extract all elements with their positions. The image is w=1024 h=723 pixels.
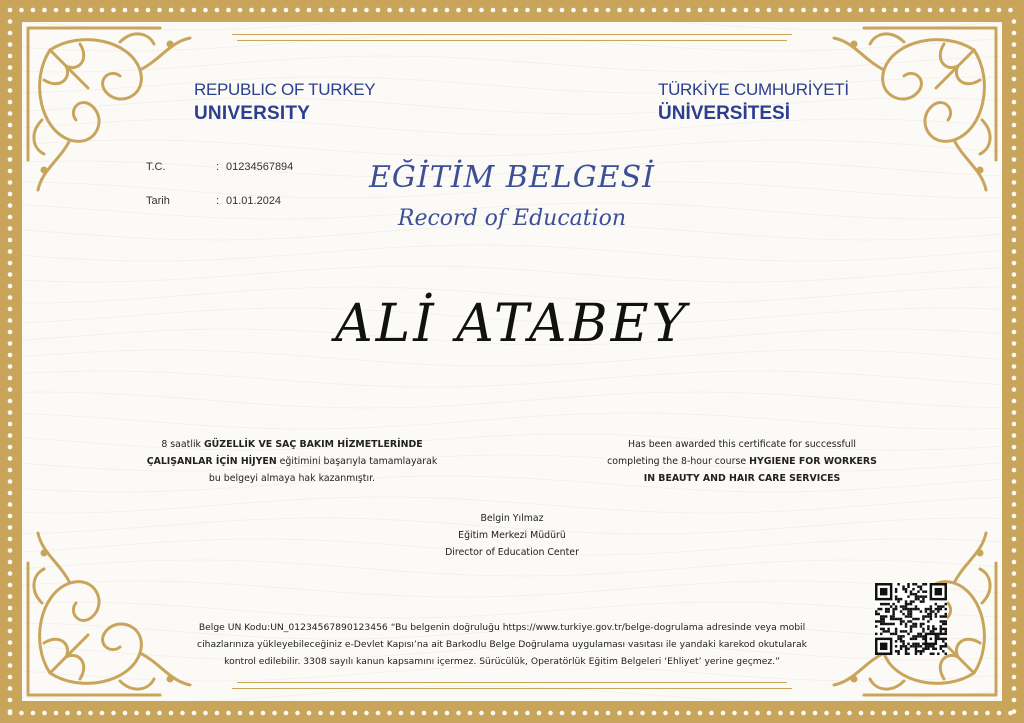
bottom-rule-outer — [232, 688, 792, 689]
signatory-title-en: Director of Education Center — [445, 547, 579, 558]
description-en-bold1: HYGIENE FOR WORKERS — [749, 456, 877, 467]
description-tr-bold2: ÇALIŞANLAR İÇİN HİJYEN — [146, 456, 277, 467]
title-turkish: EĞİTİM BELGESİ — [369, 160, 655, 195]
verification-footer — [172, 619, 832, 670]
description-tr-bold1: GÜZELLİK VE SAÇ BAKIM HİZMETLERİNDE — [203, 439, 423, 450]
header-right — [658, 80, 849, 125]
signatory-title-tr: Eğitim Merkezi Müdürü — [458, 530, 566, 541]
signatory-block — [22, 510, 1002, 561]
description-tr-part1: 8 saatlik — [161, 439, 204, 450]
date-value: 01.01.2024 — [226, 195, 282, 207]
description-en-bold2: IN BEAUTY AND HAIR CARE SERVICES — [643, 473, 841, 484]
description-tr-part2: eğitimini başarıyla tamamlayarak — [276, 456, 438, 467]
description-en-part1: Has been awarded this certificate for successfull — [628, 439, 856, 450]
recipient-name: ALİ ATABEY — [335, 294, 689, 354]
bottom-rule-inner — [237, 682, 787, 683]
top-rule-outer — [232, 34, 792, 35]
header-right-line2: ÜNİVERSİTESİ — [658, 103, 790, 124]
description-en-part2: completing the 8-hour course — [607, 456, 750, 467]
certificate-paper — [22, 22, 1002, 701]
id-label: T.C. — [146, 161, 166, 173]
signatory-name: Belgin Yılmaz — [480, 513, 544, 524]
header-left-line1: REPUBLIC OF TURKEY — [194, 80, 376, 99]
top-rule-inner — [237, 40, 787, 41]
id-value: 01234567894 — [226, 161, 294, 173]
description-english — [582, 436, 902, 487]
id-separator: : — [216, 161, 220, 173]
title-english: Record of Education — [397, 206, 627, 231]
date-label: Tarih — [146, 195, 170, 207]
footer-line3: kontrol edilebilir. 3308 sayılı kanun kapsamını içermez. Sürücülük, Operatörlük Eğitim Belgeleri ‘Ehliyet’ yerine geçmez.” — [224, 656, 780, 667]
date-separator: : — [216, 195, 220, 207]
qr-code-icon[interactable] — [875, 583, 947, 655]
description-turkish — [122, 436, 462, 487]
description-tr-part3: bu belgeyi almaya hak kazanmıştır. — [208, 473, 376, 484]
footer-line1: Belge UN Kodu:UN_01234567890123456 “Bu belgenin doğruluğu https://www.turkiye.gov.tr/belge-dogrulama adresinde veya mobil — [198, 622, 806, 633]
header-left-line2: UNIVERSITY — [194, 103, 311, 124]
header-right-line1: TÜRKİYE CUMHURİYETİ — [658, 80, 849, 99]
header-left — [194, 80, 375, 125]
footer-line2: cihazlarınıza yükleyebileceğiniz e-Devlet Kapısı’na ait Barkodlu Belge Doğrulama uygulaması vasıtası ile yandaki karekod okutularak — [197, 639, 807, 650]
